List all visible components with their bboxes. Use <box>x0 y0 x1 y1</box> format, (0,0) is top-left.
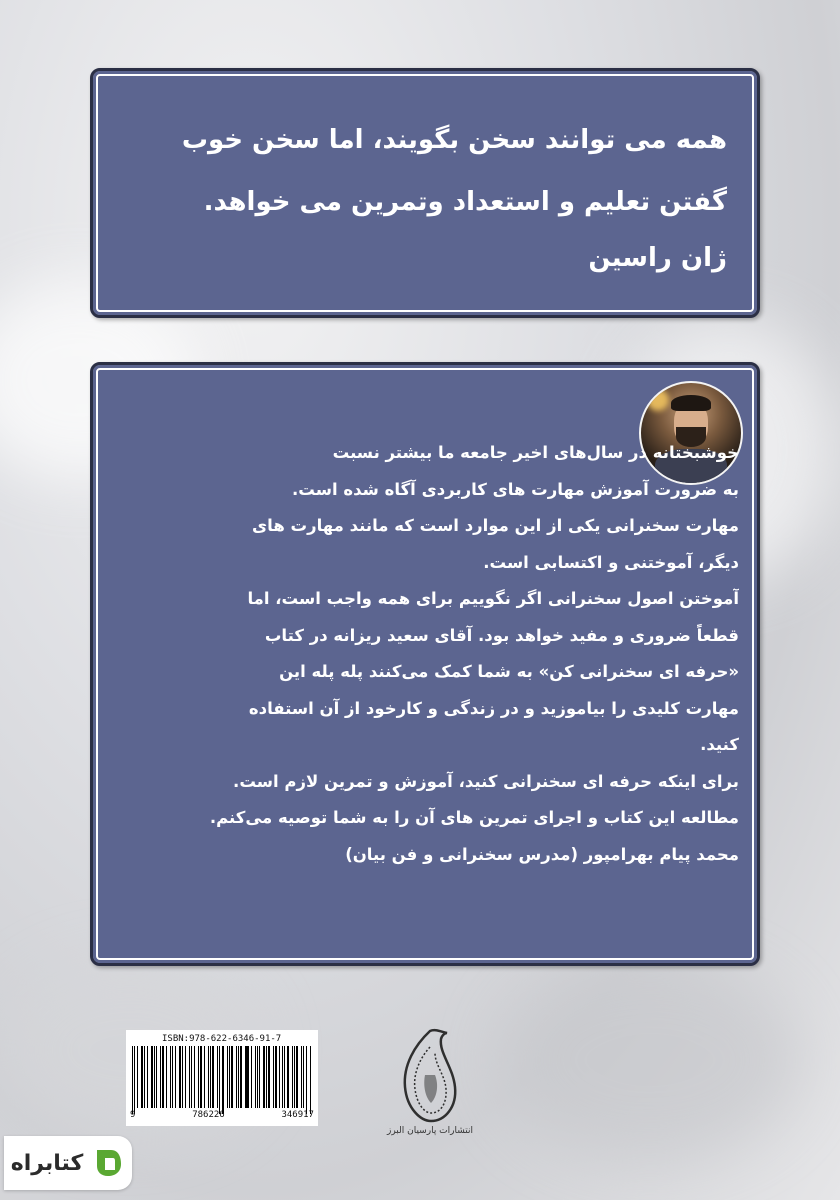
barcode-bar <box>212 1046 213 1108</box>
background-blob <box>500 960 800 1160</box>
publisher-name: انتشارات پارسیان البرز <box>386 1126 473 1136</box>
barcode-bar <box>287 1046 288 1108</box>
barcode-bar <box>200 1046 202 1108</box>
barcode-bar <box>255 1046 256 1108</box>
barcode-bar <box>303 1046 304 1108</box>
barcode-bar <box>292 1046 293 1108</box>
barcode-bar <box>238 1046 239 1108</box>
endorsement-line: خوشبختانه در سال‌های اخیر جامعه ما بیشتر نسبت <box>332 443 739 462</box>
quote-line: گفتن تعلیم و استعداد وتمرین می خواهد. <box>203 187 727 217</box>
barcode-bar <box>227 1046 228 1108</box>
barcode-bar <box>282 1046 283 1108</box>
barcode-digits-left: 786226 <box>192 1110 225 1120</box>
endorsement-line: دیگر، آموختنی و اکتسابی است. <box>483 552 739 572</box>
endorsement-line: مهارت کلیدی را بیاموزید و در زندگی و کارخود از آن استفاده <box>248 698 739 718</box>
barcode-bar <box>263 1046 264 1108</box>
barcode-bar <box>275 1046 276 1108</box>
barcode-bar <box>240 1046 241 1108</box>
endorsement-text <box>109 435 739 873</box>
barcode-digits-right: 346917 <box>281 1110 314 1120</box>
barcode-bar <box>137 1046 138 1108</box>
barcode-bar <box>198 1046 199 1108</box>
barcode-bar <box>301 1046 302 1108</box>
barcode-bar <box>141 1046 143 1108</box>
barcode-bar <box>245 1046 246 1108</box>
barcode-bar <box>154 1046 155 1108</box>
endorsement-line: قطعاً ضروری و مفید خواهد بود. آقای سعید ریزانه در کتاب <box>264 625 739 645</box>
endorsement-line: برای اینکه حرفه ای سخنرانی کنید، آموزش و تمرین لازم است. <box>233 771 739 791</box>
barcode-bar <box>246 1046 248 1108</box>
barcode-bars <box>132 1046 312 1108</box>
barcode-bar <box>306 1046 307 1114</box>
barcode-bar <box>219 1046 220 1114</box>
barcode-digits <box>130 1110 314 1120</box>
barcode-bar <box>231 1046 232 1108</box>
endorsement-line: کنید. <box>700 735 739 754</box>
barcode-bar <box>229 1046 230 1108</box>
barcode-bar <box>210 1046 211 1108</box>
quote-text <box>115 109 727 233</box>
barcode-bar <box>147 1046 148 1108</box>
endorsement-line: مطالعه این کتاب و اجرای تمرین های آن را به شما توصیه می‌کنم. <box>209 808 739 827</box>
barcode-bar <box>175 1046 176 1108</box>
endorsement-line: به ضرورت آموزش مهارت های کاربردی آگاه شده است. <box>292 479 739 499</box>
ketabrah-text: کتابراه <box>10 1150 84 1176</box>
endorsement-line: محمد پیام بهرامپور (مدرس سخنرانی و فن بیان) <box>345 844 739 864</box>
barcode-bar <box>182 1046 183 1108</box>
barcode-bar <box>204 1046 205 1108</box>
quote-panel <box>90 68 760 318</box>
barcode-bar <box>279 1046 280 1108</box>
quote-author: ژان راسین <box>588 243 727 273</box>
barcode-bar <box>273 1046 274 1108</box>
barcode-bar <box>179 1046 181 1108</box>
barcode-bar <box>162 1046 164 1108</box>
barcode-bar <box>217 1046 218 1108</box>
barcode-bar <box>222 1046 224 1114</box>
publisher-logo-icon <box>395 1025 465 1125</box>
barcode-bar <box>191 1046 192 1108</box>
endorsement-line: آموختن اصول سخنرانی اگر نگوییم برای همه واجب است، اما <box>247 589 739 608</box>
barcode-bar <box>160 1046 161 1108</box>
barcode-digit-first: 9 <box>130 1110 136 1120</box>
barcode-bar <box>266 1046 267 1108</box>
barcode-bar <box>189 1046 190 1108</box>
barcode-bar <box>284 1046 285 1108</box>
ketabrah-logo-icon <box>91 1146 125 1180</box>
quote-line: همه می توانند سخن بگویند، اما سخن خوب <box>181 125 727 155</box>
barcode-bar <box>251 1046 252 1108</box>
barcode-bar <box>208 1046 209 1108</box>
endorsement-line: «حرفه ای سخنرانی کن» به شما کمک می‌کنند پله پله این <box>279 662 739 681</box>
barcode-bar <box>236 1046 237 1108</box>
barcode-bar <box>134 1046 135 1114</box>
barcode-bar <box>170 1046 171 1108</box>
barcode-bar <box>257 1046 258 1108</box>
barcode-bar <box>132 1046 133 1114</box>
barcode-bar <box>144 1046 145 1108</box>
isbn-text: ISBN:978-622-6346-91-7 <box>162 1034 282 1044</box>
barcode-bar <box>259 1046 260 1108</box>
endorsement-line: مهارت سخنرانی یکی از این موارد است که مانند مهارت های <box>252 516 739 535</box>
barcode-bar <box>185 1046 186 1108</box>
barcode-bar <box>166 1046 167 1108</box>
barcode-bar <box>296 1046 298 1108</box>
barcode-bar <box>268 1046 270 1108</box>
barcode-bar <box>294 1046 295 1108</box>
barcode-bar <box>310 1046 311 1114</box>
barcode-bar <box>194 1046 195 1108</box>
barcode-bar <box>151 1046 152 1108</box>
barcode-bar <box>172 1046 173 1108</box>
ketabrah-watermark[interactable] <box>4 1136 132 1190</box>
isbn-barcode <box>126 1030 318 1126</box>
barcode-bar <box>156 1046 157 1108</box>
endorsement-panel <box>90 362 760 966</box>
